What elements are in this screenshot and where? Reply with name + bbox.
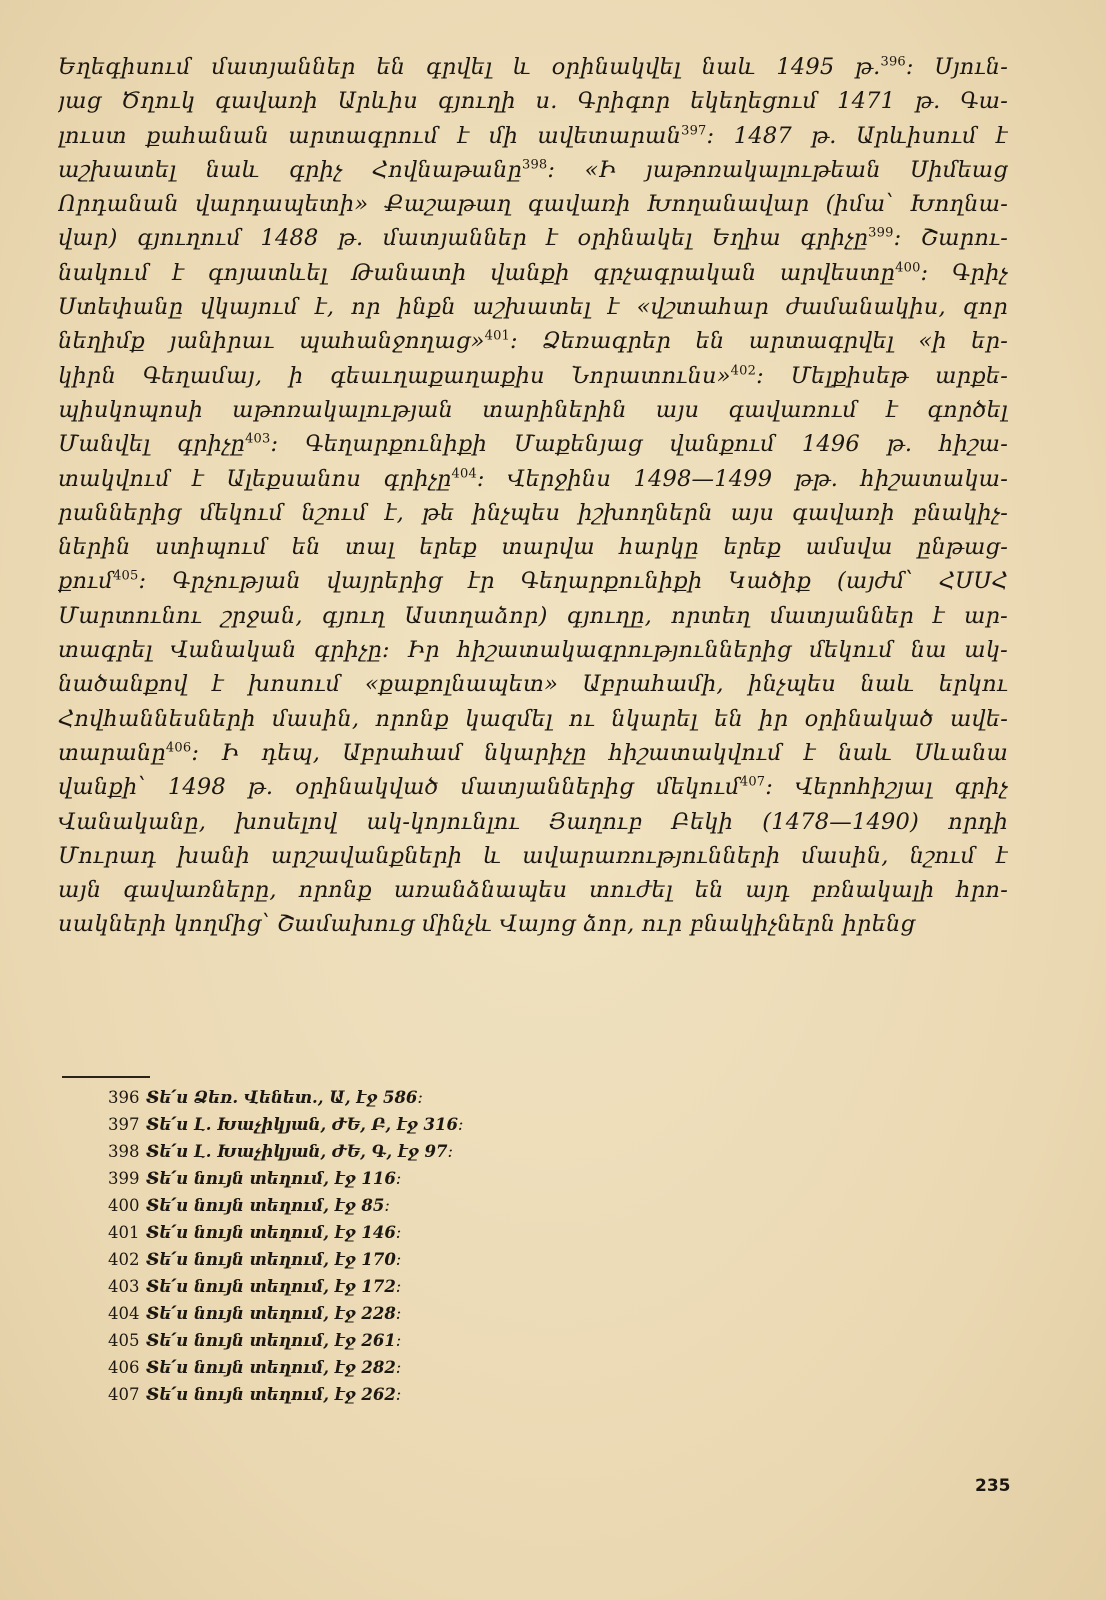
footnote-number: 398 (108, 1142, 140, 1161)
text-segment: նեղիմք յանիրաւ պահանջողաց» (58, 328, 485, 355)
body-text (58, 50, 1008, 942)
text-line (58, 736, 1008, 770)
text-line (58, 256, 1008, 290)
text-segment: նածանքով է խոսում «քաքոլնապետ» Աբրահամի, ինչպես նաև երկու (58, 671, 1008, 698)
footnote-number: 400 (108, 1196, 140, 1215)
text-segment: ։ Շարու- (893, 225, 1008, 252)
text-line (58, 119, 1008, 153)
text-segment: պիսկոպոսի աթոռակալության տարիներին այս գավառում է գործել (58, 396, 1008, 423)
text-line (58, 667, 1008, 701)
text-line (58, 907, 1008, 941)
footnote-number: 401 (108, 1223, 140, 1242)
text-segment: յաց Ծղուկ գավառի Արևիս գյուղի ս. Գրիգոր եկեղեցում 1471 թ. Գա- (58, 88, 1008, 115)
footnote-text: Տե՛ս նույն տեղում, էջ 261։ (146, 1331, 402, 1350)
text-segment: լուստ քահանան արտագրում է մի ավետարան (58, 122, 682, 149)
text-segment: ։ «Ի յաթոռակալութեան Սիմեաց (547, 156, 1008, 183)
text-line (58, 599, 1008, 633)
footnote-number: 396 (108, 1088, 140, 1107)
footnote (108, 1084, 708, 1111)
text-line (58, 393, 1008, 427)
footnote-text: Տե՛ս նույն տեղում, էջ 146։ (146, 1223, 402, 1242)
text-line (58, 496, 1008, 530)
text-segment: ։ Ի դեպ, Աբրահամ նկարիչը հիշատակվում է նաև Սևանա (191, 739, 1008, 766)
text-segment: տակվում է Ալեքսանոս գրիչը (58, 465, 452, 492)
footnote-number: 404 (108, 1304, 140, 1323)
footnote-text: Տե՛ս Ձեռ. Վենետ., Ա, էջ 586։ (146, 1088, 424, 1107)
text-segment: ։ Ձեռագրեր են արտագրվել «ի եր- (510, 328, 1008, 355)
text-line (58, 564, 1008, 598)
text-segment: րաններից մեկում նշում է, թե ինչպես իշխողներն այս գավառի բնակիչ- (58, 499, 1008, 526)
text-segment: Որդանան վարդապետի» Քաշաթաղ գավառի Խողանավար (իմա՝ Խողնա- (58, 191, 1008, 218)
footnotes (108, 1084, 708, 1408)
text-segment: Եղեգիսում մատյաններ են գրվել և օրինակվել նաև 1495 թ. (58, 54, 881, 80)
footnote-ref[interactable]: 402 (730, 363, 757, 379)
footnote-number: 406 (108, 1358, 140, 1377)
text-segment: ։ Գեղարքունիքի Մաքենյաց վանքում 1496 թ. հիշա- (270, 431, 1008, 458)
text-segment: տագրել Վանական գրիչը։ Իր հիշատակագրություններից մեկում նա ակ- (58, 637, 1008, 664)
footnote-text: Տե՛ս Լ. Խաչիկյան, ԺԵ, Գ, էջ 97։ (146, 1142, 454, 1161)
text-segment: ։ Սյուն- (905, 54, 1008, 80)
text-segment: Մանվել գրիչը (58, 431, 246, 458)
footnote-text: Տե՛ս նույն տեղում, էջ 116։ (146, 1169, 402, 1188)
footnote-ref[interactable]: 403 (245, 431, 271, 447)
text-line (58, 805, 1008, 839)
footnote-number: 399 (108, 1169, 140, 1188)
text-line (58, 633, 1008, 667)
text-line (58, 221, 1008, 255)
footnote-ref[interactable]: 399 (868, 225, 894, 241)
footnote (108, 1246, 708, 1273)
footnote-number: 405 (108, 1331, 140, 1350)
text-segment: Մարտունու շրջան, գյուղ Աստղաձոր) գյուղը, որտեղ մատյաններ է ար- (58, 602, 1008, 629)
footnote (108, 1138, 708, 1165)
footnote-text: Տե՛ս նույն տեղում, էջ 228։ (146, 1304, 402, 1323)
page-number: 235 (975, 1476, 1011, 1496)
footnote-text: Տե՛ս նույն տեղում, էջ 262։ (146, 1385, 402, 1404)
footnote-text: Տե՛ս Լ. Խաչիկյան, ԺԵ, Բ, էջ 316։ (146, 1115, 464, 1134)
text-line (58, 187, 1008, 221)
footnote-number: 403 (108, 1277, 140, 1296)
footnote-separator (62, 1076, 150, 1078)
text-segment: ։ Գրիչ (920, 259, 1008, 286)
footnote (108, 1327, 708, 1354)
text-segment: Մուրադ խանի արշավանքների և ավարառությունների մասին, նշում է (58, 842, 1008, 869)
text-line (58, 770, 1008, 804)
text-segment: վանքի՝ 1498 թ. օրինակված մատյաններից մեկում (58, 774, 740, 801)
text-line (58, 324, 1008, 358)
footnote-ref[interactable]: 400 (895, 260, 921, 276)
text-line (58, 702, 1008, 736)
text-segment: ։ Վերոհիշյալ գրիչ (765, 774, 1008, 801)
text-line (58, 427, 1008, 461)
footnote-text: Տե՛ս նույն տեղում, էջ 282։ (146, 1358, 402, 1377)
text-segment: նակում է գոյատևել Թանատի վանքի գրչագրական արվեստը (58, 259, 896, 286)
footnote-number: 397 (108, 1115, 140, 1134)
text-segment: ներին ստիպում են տալ երեք տարվա հարկը երեք ամսվա ընթաց- (58, 534, 1008, 561)
text-segment: ։ Մելքիսեթ արքե- (756, 362, 1008, 389)
text-segment: ։ Գրչության վայրերից էր Գեղարքունիքի Կածիք (այժմ՝ ՀՍՍՀ (138, 568, 1008, 595)
text-line (58, 873, 1008, 907)
footnote-ref[interactable]: 404 (451, 466, 477, 482)
footnote-ref[interactable]: 396 (880, 54, 906, 70)
footnote (108, 1300, 708, 1327)
footnote-ref[interactable]: 405 (113, 568, 139, 584)
text-segment: կիրն Գեղամայ, ի գեաւղաքաղաքիս Նորատունս» (58, 362, 731, 389)
text-segment: ։ Վերջինս 1498—1499 թթ. հիշատակա- (476, 465, 1008, 492)
text-line (58, 84, 1008, 118)
text-segment: Վանականը, խոսելով ակ-կոյունլու Յաղուբ Բեկի (1478—1490) որդի (58, 808, 1008, 835)
footnote (108, 1354, 708, 1381)
text-line (58, 50, 1008, 84)
footnote-text: Տե՛ս նույն տեղում, էջ 85։ (146, 1196, 390, 1215)
text-segment: ։ 1487 թ. Արևիսում է (706, 122, 1008, 149)
footnote-number: 407 (108, 1385, 140, 1404)
footnote (108, 1111, 708, 1138)
footnote (108, 1219, 708, 1246)
footnote-ref[interactable]: 398 (521, 157, 548, 173)
footnote-ref[interactable]: 401 (484, 328, 511, 344)
text-segment: այն գավառները, որոնք առանձնապես տուժել են այդ բռնակալի հրո- (58, 877, 1008, 904)
text-segment: վար) գյուղում 1488 թ. մատյաններ է օրինակել Եղիա գրիչը (58, 225, 869, 252)
footnote-ref[interactable]: 406 (165, 740, 192, 756)
text-segment: քում (58, 568, 114, 595)
footnote (108, 1273, 708, 1300)
text-line (58, 153, 1008, 187)
footnote-text: Տե՛ս նույն տեղում, էջ 172։ (146, 1277, 402, 1296)
footnote (108, 1192, 708, 1219)
footnote (108, 1381, 708, 1408)
text-segment: Հովհաննեսների մասին, որոնք կազմել ու նկարել են իր օրինակած ավե- (58, 705, 1008, 732)
text-line (58, 530, 1008, 564)
footnote-ref[interactable]: 407 (739, 774, 766, 790)
text-line (58, 839, 1008, 873)
text-line (58, 462, 1008, 496)
text-line (58, 290, 1008, 324)
footnote-text: Տե՛ս նույն տեղում, էջ 170։ (146, 1250, 402, 1269)
footnote (108, 1165, 708, 1192)
text-segment: Ստեփանը վկայում է, որ ինքն աշխատել է «վշտահար ժամանակիս, զոր (58, 294, 1008, 321)
text-segment: սակների կողմից՝ Շամախուց մինչև Վայոց ձոր, ուր բնակիչներն իրենց (58, 911, 916, 938)
text-segment: աշխատել նաև գրիչ Հովնաթանը (58, 156, 522, 183)
footnote-number: 402 (108, 1250, 140, 1269)
footnote-ref[interactable]: 397 (681, 123, 707, 139)
text-segment: տարանը (58, 739, 166, 766)
text-line (58, 359, 1008, 393)
